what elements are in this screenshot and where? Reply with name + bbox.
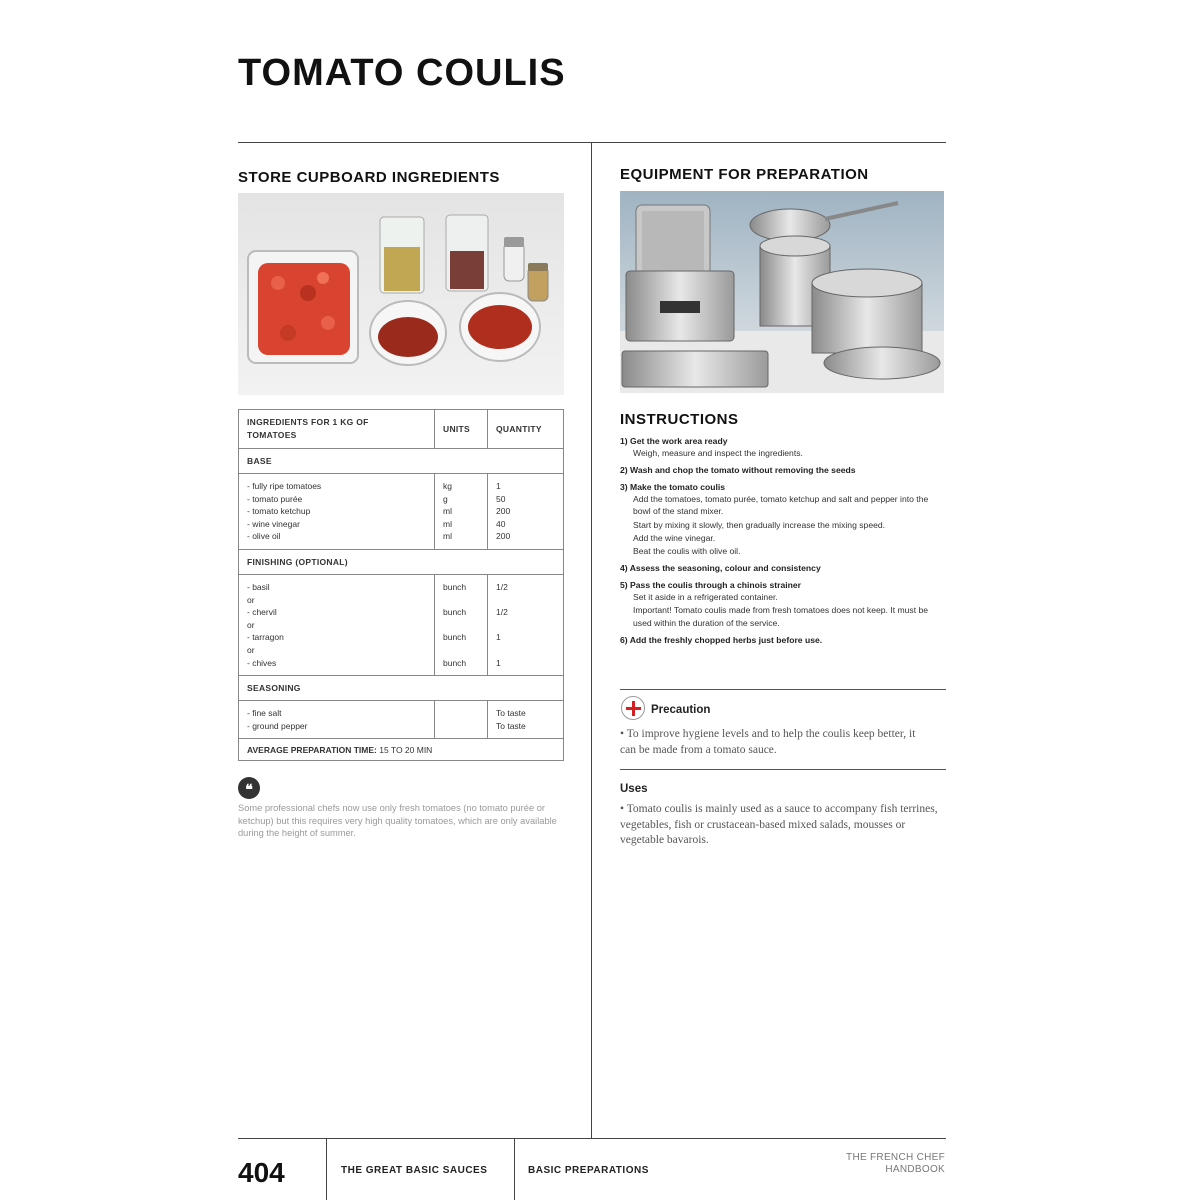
finishing-items: - basil or - chervil or - tarragon or - chives — [239, 574, 435, 675]
quote-icon: ❝ — [238, 777, 260, 799]
seasoning-items: - fine salt - ground pepper — [239, 701, 435, 739]
step-1: 1) Get the work area ready Weigh, measure and inspect the ingredients. — [620, 436, 803, 458]
uses-text: • Tomato coulis is mainly used as a sauce to accompany fish terrines, vegetables, fish or crustacean-based mixed salads, mousses or vegetable bavarois. — [620, 803, 938, 846]
precaution-text: • To improve hygiene levels and to help the coulis keep better, it can be made from a tomato sauce. — [620, 728, 916, 756]
seasoning-units — [435, 701, 488, 739]
precaution-heading: Precaution — [651, 704, 711, 716]
top-divider — [238, 142, 946, 143]
table-header-units: UNITS — [435, 410, 488, 449]
table-header-ingredients: INGREDIENTS FOR 1 KG OF TOMATOES — [239, 410, 435, 449]
instructions-list — [620, 435, 946, 651]
page-title: TOMATO COULIS — [238, 52, 566, 94]
step-4: 4) Assess the seasoning, colour and consistency — [620, 563, 821, 574]
finishing-units: bunch bunch bunch bunch — [435, 574, 488, 675]
footer-divider — [238, 1138, 946, 1139]
ingredients-heading: STORE CUPBOARD INGREDIENTS — [238, 169, 500, 186]
footer-separator — [514, 1138, 515, 1200]
ingredients-table — [238, 409, 564, 761]
precaution-divider — [620, 689, 946, 690]
step-6: 6) Add the freshly chopped herbs just before use. — [620, 634, 823, 645]
footer-separator — [326, 1138, 327, 1200]
uses-heading: Uses — [620, 783, 648, 795]
equipment-heading: EQUIPMENT FOR PREPARATION — [620, 166, 869, 183]
base-items: - fully ripe tomatoes - tomato purée - tomato ketchup - wine vinegar - olive oil — [239, 474, 435, 550]
uses-divider — [620, 769, 946, 770]
seasoning-quantities: To taste To taste — [488, 701, 564, 739]
preparation-time — [239, 739, 564, 761]
table-header-quantity: QUANTITY — [488, 410, 564, 449]
footer-chapter: BASIC PREPARATIONS — [528, 1165, 649, 1176]
column-divider — [591, 142, 592, 1138]
instructions-heading: INSTRUCTIONS — [620, 411, 739, 428]
group-label-base: BASE — [239, 449, 564, 474]
red-cross-icon — [621, 696, 645, 720]
finishing-quantities: 1/2 1/2 1 1 — [488, 574, 564, 675]
base-units: kg g ml ml ml — [435, 474, 488, 550]
group-label-finishing: FINISHING (OPTIONAL) — [239, 549, 564, 574]
ingredients-photo — [238, 193, 564, 395]
equipment-photo — [620, 191, 944, 393]
step-2: 2) Wash and chop the tomato without removing the seeds — [620, 465, 856, 476]
group-label-seasoning: SEASONING — [239, 676, 564, 701]
book-title: THE FRENCH CHEF HANDBOOK — [846, 1152, 945, 1175]
footer-section: THE GREAT BASIC SAUCES — [341, 1165, 488, 1176]
preparation-time-value: 15 TO 20 MIN — [379, 744, 433, 755]
page-number: 404 — [238, 1157, 285, 1188]
chef-note: Some professional chefs now use only fresh tomatoes (no tomato purée or ketchup) but this requires very high quality tomatoes, which are only available during the height of summer. — [238, 803, 557, 839]
step-3: 3) Make the tomato coulis Add the tomatoes, tomato purée, tomato ketchup and salt and pepper into the bowl of the stand mixer. Start by mixing it slowly, then gradually increase the mixing speed. Add the wine vinegar. Beat the coulis with olive oil. — [620, 482, 929, 557]
base-quantities: 1 50 200 40 200 — [488, 474, 564, 550]
preparation-time-label: AVERAGE PREPARATION TIME: — [247, 744, 377, 755]
step-5: 5) Pass the coulis through a chinois strainer Set it aside in a refrigerated container. Important! Tomato coulis made from fresh tomatoes does not keep. It must be used within the duration of the service. — [620, 580, 929, 628]
